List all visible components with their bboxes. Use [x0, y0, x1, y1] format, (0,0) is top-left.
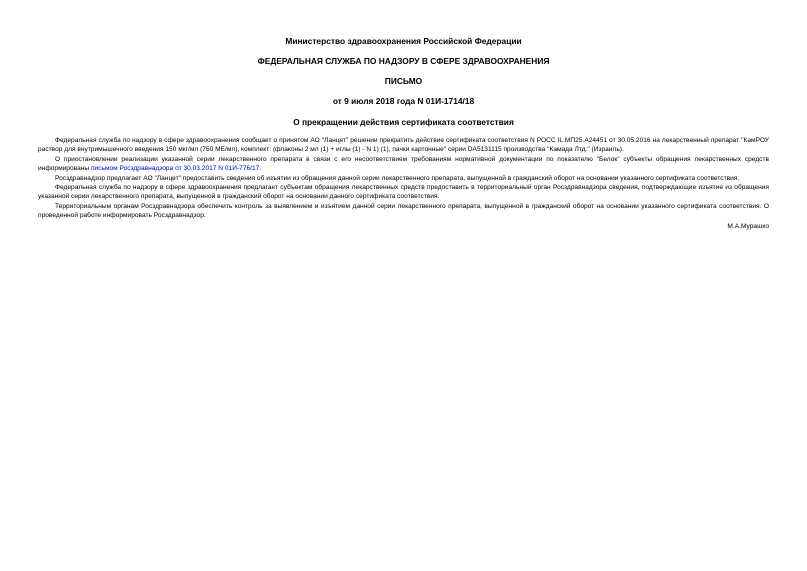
ministry-name: Министерство здравоохранения Российской Федерации — [285, 36, 522, 46]
paragraph-territorial-control: Территориальным органам Росздравнадзора обеспечить контроль за выявлением и изъятием данной серии лекарственного препарата, выпущенной в гражданский оборот на основании указанного сертификата соответствия. О проведенной работе информировать Росздравнадзор. — [38, 202, 769, 220]
letter-reference-link[interactable]: письмом Росздравнадзора от 30.03.2017 N 01И-776/17 — [90, 165, 260, 173]
document-subject: О прекращении действия сертификата соответствия — [293, 117, 514, 127]
paragraph-subjects-request: Федеральная служба по надзору в сфере здравоохранения предлагает субъектам обращения лекарственных средств предоставить в территориальный орган Росздравнадзора сведения, подтверждающие изъятие из обращения указанной серии лекарственного препарата, выпущенной в гражданский оборот на основании данного сертификата соответствия. — [38, 184, 769, 201]
paragraph-withdrawal-request: Росздравнадзор предлагает АО "Ланцет" предоставить сведения об изъятии из обращения данной серии лекарственного препарата, выпущенной в гражданский оборот на основании указанного сертификата соответствия. — [55, 174, 740, 182]
document-body — [38, 136, 769, 221]
paragraph-text-before-link: О приостановлении реализации указанной серии лекарственного препарата в связи с его несоответствием требованиям нормативной документации по показателю "Белок" субъекты обращения лекарственных средств информированы — [38, 155, 769, 173]
document — [38, 0, 769, 231]
document-type: ПИСЬМО — [384, 76, 423, 86]
paragraph-suspension-notice — [38, 155, 769, 174]
signature: М.А.Мурашко — [727, 222, 769, 230]
paragraph-text-after-link: . — [259, 165, 262, 173]
document-date-number: от 9 июля 2018 года N 01И-1714/18 — [332, 96, 475, 106]
service-name: ФЕДЕРАЛЬНАЯ СЛУЖБА ПО НАДЗОРУ В СФЕРЕ ЗДРАВООХРАНЕНИЯ — [257, 56, 550, 66]
paragraph-certificate-termination: Федеральная служба по надзору в сфере здравоохранения сообщает о принятом АО "Ланцет" решении прекратить действие сертификата соответствия N РОСС IL.МП25.А24451 от 30.05.2016 на лекарственный препарат "КамРОУ раствор для внутримышечного введения 150 мкг/мл (750 МЕ/мл), комплект: (флаконы 2 мл (1) + иглы (1) - N 1) (1), пачки картонные" серии DA5131115 производства "Камада Лтд." (Израиль). — [38, 137, 769, 154]
